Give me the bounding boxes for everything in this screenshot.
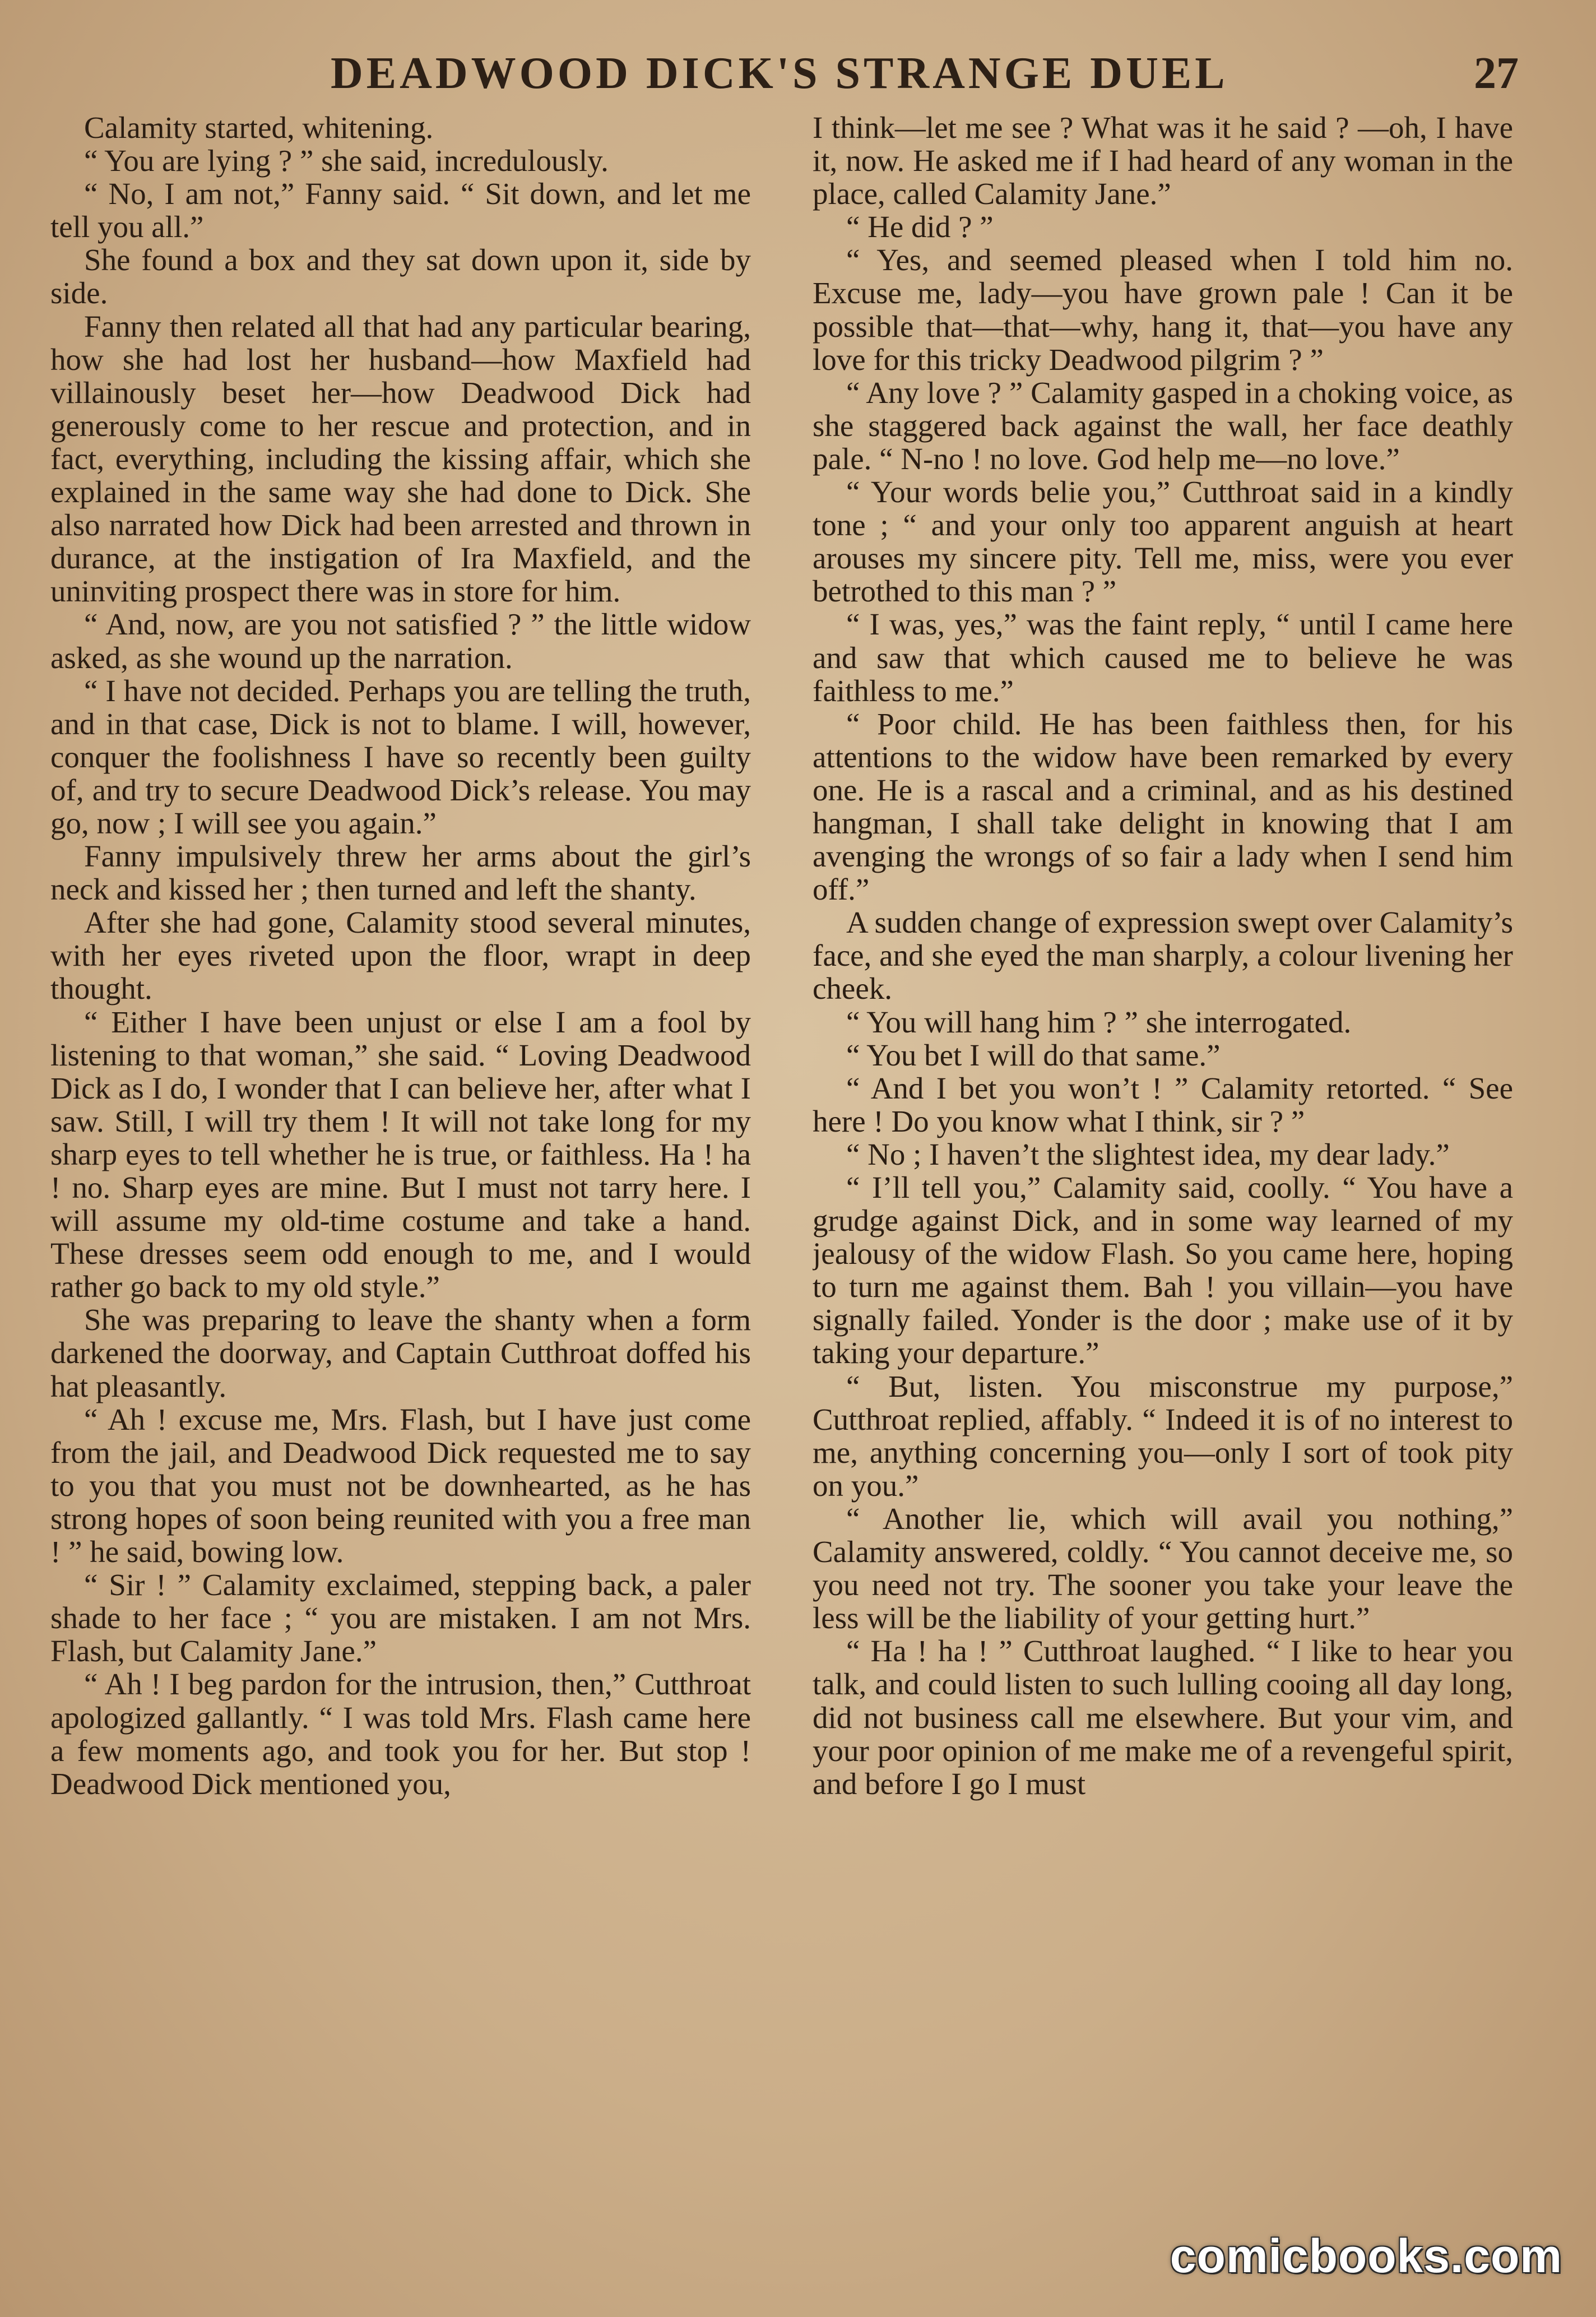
paragraph: “ You bet I will do that same.” xyxy=(846,1037,1221,1072)
page-header xyxy=(314,48,1541,110)
paragraph: Calamity started, whitening. xyxy=(84,111,434,145)
running-title: DEADWOOD DICK'S STRANGE DUEL xyxy=(331,49,1228,98)
paragraph: “ Yes, and seemed pleased when I told him no. Excuse me, lady—you have grown pale ! Can it be possible that—that—why, hang it, that—you have any love for this tricky Deadwood pilgrim ? ” xyxy=(813,243,1513,377)
left-column xyxy=(50,111,751,2252)
paragraph: “ No ; I haven’t the slightest idea, my dear lady.” xyxy=(846,1137,1450,1171)
paragraph: After she had gone, Calamity stood several minutes, with her eyes riveted upon the floor, wrapt in deep thought. xyxy=(50,905,751,1006)
paragraph: A sudden change of expression swept over Calamity’s face, and she eyed the man sharply, a colour livening her cheek. xyxy=(813,905,1513,1006)
paragraph: “ Ah ! I beg pardon for the intrusion, then,” Cutthroat apologized gallantly. “ I was told Mrs. Flash came here a few moments ago, and took you for her. But stop ! Deadwood Dick mentioned you, xyxy=(50,1667,751,1801)
paragraph: “ Sir ! ” Calamity exclaimed, stepping back, a paler shade to her face ; “ you are mistaken. I am not Mrs. Flash, but Calamity Jane.” xyxy=(50,1568,751,1669)
paragraph: “ But, listen. You misconstrue my purpose,” Cutthroat replied, affably. “ Indeed it is of no interest to me, anything concerning you—only I sort of took pity on you.” xyxy=(813,1369,1513,1503)
paragraph: “ Any love ? ” Calamity gasped in a choking voice, as she staggered back against the wall, her face deathly pale. “ N-no ! no love. God help me—no love.” xyxy=(813,375,1513,476)
paragraph: “ Poor child. He has been faithless then, for his attentions to the widow have been remarked by every one. He is a rascal and a criminal, and as his destined hangman, I shall take delight in knowing that I am avenging the wrongs of so fair a lady when I send him off.” xyxy=(813,706,1513,907)
paragraph: “ No, I am not,” Fanny said. “ Sit down, and let me tell you all.” xyxy=(50,177,751,244)
paragraph: “ I’ll tell you,” Calamity said, coolly. “ You have a grudge against Dick, and in some way learned of my jealousy of the widow Flash. So you came here, hoping to turn me against them. Bah ! you villain—you have signally failed. Yonder is the door ; make use of it by taking your departure.” xyxy=(813,1170,1513,1370)
paragraph: “ You are lying ? ” she said, incredulously. xyxy=(84,143,609,178)
paragraph: “ And I bet you won’t ! ” Calamity retorted. “ See here ! Do you know what I think, sir ? ” xyxy=(813,1071,1513,1138)
paragraph: “ Another lie, which will avail you nothing,” Calamity answered, coldly. “ You cannot deceive me, so you need not try. The sooner you take your leave the less will be the liability of your getting hurt.” xyxy=(813,1501,1513,1635)
watermark-logo: comicbooks.com xyxy=(1170,2230,1562,2282)
paragraph: She found a box and they sat down upon it, side by side. xyxy=(50,243,751,311)
paragraph: “ Your words belie you,” Cutthroat said in a kindly tone ; “ and your only too apparent anguish at heart arouses my sincere pity. Tell me, miss, were you ever betrothed to this man ? ” xyxy=(813,475,1513,609)
paragraph: Fanny then related all that had any particular bearing, how she had lost her husband—how Maxfield had villainously beset her—how Deadwood Dick had generously come to her rescue and protection, and in fact, everything, including the kissing affair, which she explained in the same way she had done to Dick. She also narrated how Dick had been arrested and thrown in durance, at the instigation of Ira Maxfield, and the uninviting prospect there was in store for him. xyxy=(50,309,751,609)
paragraph: “ He did ? ” xyxy=(846,210,994,244)
paragraph: Fanny impulsively threw her arms about the girl’s neck and kissed her ; then turned and left the shanty. xyxy=(50,839,751,907)
continued-paragraph: I think—let me see ? What was it he said ? —oh, I have it, now. He asked me if I had heard of any woman in the place, called Calamity Jane.” xyxy=(813,111,1513,211)
right-column xyxy=(813,111,1513,2252)
paragraph: She was preparing to leave the shanty when a form darkened the doorway, and Captain Cutthroat doffed his hat pleasantly. xyxy=(50,1303,751,1403)
paragraph: “ Ah ! excuse me, Mrs. Flash, but I have just come from the jail, and Deadwood Dick requested me to say to you that you must not be downhearted, as he has strong hopes of soon being reunited with you a free man ! ” he said, bowing low. xyxy=(50,1402,751,1569)
paragraph: “ Ha ! ha ! ” Cutthroat laughed. “ I like to hear you talk, and could listen to such lulling cooing all day long, did not business call me elsewhere. But your vim, and your poor opinion of me make me of a revengeful spirit, and before I go I must xyxy=(813,1634,1513,1801)
paragraph: “ You will hang him ? ” she interrogated. xyxy=(846,1004,1352,1039)
page-number: 27 xyxy=(1474,49,1519,98)
paragraph: “ And, now, are you not satisfied ? ” the little widow asked, as she wound up the narration. xyxy=(50,607,751,675)
paragraph: “ Either I have been unjust or else I am a fool by listening to that woman,” she said. “ Loving Deadwood Dick as I do, I wonder that I can believe her, after what I saw. Still, I will try them ! It will not take long for my sharp eyes to tell whether he is true, or faithless. Ha ! ha ! no. Sharp eyes are mine. But I must not tarry here. I will assume my old-time costume and take a hand. These dresses seem odd enough to me, and I would rather go back to my old style.” xyxy=(50,1004,751,1304)
paragraph: “ I have not decided. Perhaps you are telling the truth, and in that case, Dick is not to blame. I will, however, conquer the foolishness I have so recently been guilty of, and try to secure Deadwood Dick’s release. You may go, now ; I will see you again.” xyxy=(50,673,751,840)
paragraph: “ I was, yes,” was the faint reply, “ until I came here and saw that which caused me to believe he was faithless to me.” xyxy=(813,607,1513,708)
